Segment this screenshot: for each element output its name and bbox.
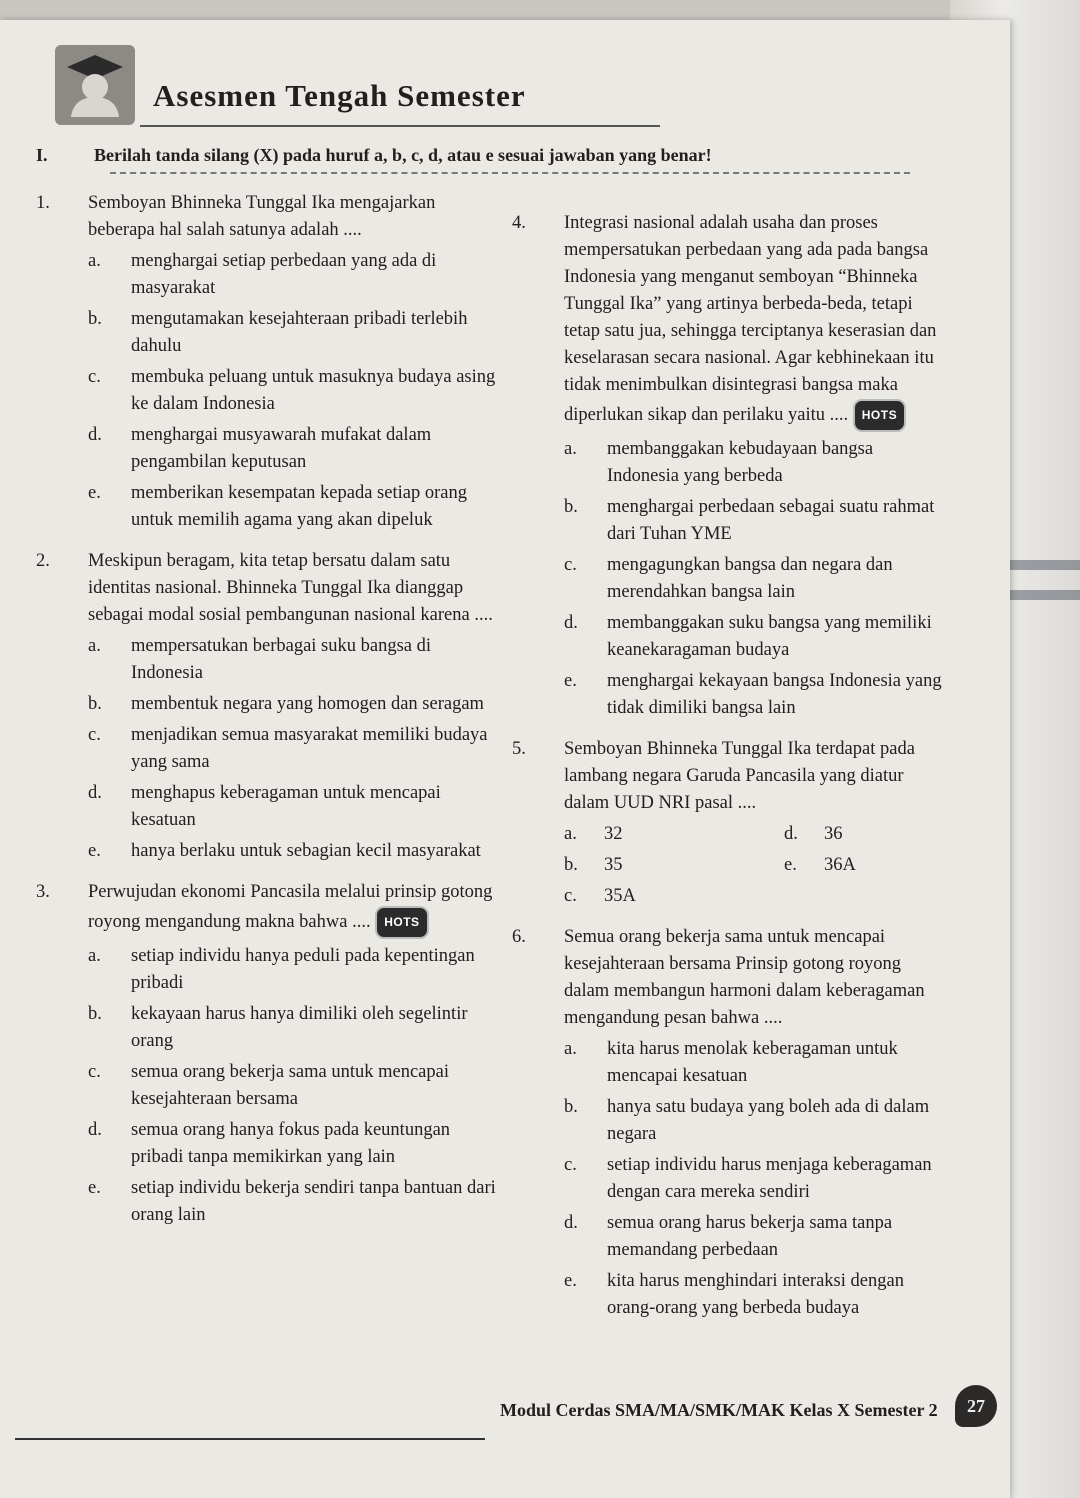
instruction-number: I. <box>36 145 48 165</box>
option-text: setiap individu bekerja sendiri tanpa bantuan dari orang lain <box>131 1178 496 1225</box>
option-e[interactable] <box>512 668 942 722</box>
page-title: Asesmen Tengah Semester <box>153 78 526 113</box>
question-stem: Perwujudan ekonomi Pancasila melalui prinsip gotong royong mengandung makna bahwa .... <box>88 882 493 932</box>
option-a[interactable] <box>512 1036 942 1090</box>
option-e[interactable] <box>36 1175 506 1229</box>
option-text: hanya satu budaya yang boleh ada di dalam negara <box>607 1097 930 1144</box>
option-text: membanggakan suku bangsa yang memiliki keanekaragaman budaya <box>607 613 932 660</box>
option-text: 32 <box>604 824 623 844</box>
option-c[interactable] <box>512 1152 942 1206</box>
question-stem: Semboyan Bhinneka Tunggal Ika terdapat pada lambang negara Garuda Pancasila yang diatur dalam UUD NRI pasal .... <box>564 739 915 813</box>
option-a[interactable] <box>564 821 784 848</box>
option-letter: c. <box>564 1155 577 1175</box>
option-c[interactable] <box>512 552 942 606</box>
option-text: membuka peluang untuk masuknya budaya asing ke dalam Indonesia <box>131 367 496 414</box>
option-text: setiap individu harus menjaga keberagaman dengan cara mereka sendiri <box>607 1155 932 1202</box>
question-5 <box>512 736 942 910</box>
option-text: menghargai kekayaan bangsa Indonesia yang tidak dimiliki bangsa lain <box>607 671 942 718</box>
option-letter: a. <box>564 824 577 844</box>
option-text: menghargai musyawarah mufakat dalam pengambilan keputusan <box>131 425 432 472</box>
option-text: kita harus menghindari interaksi dengan orang-orang yang berbeda budaya <box>607 1271 904 1318</box>
question-4 <box>512 210 942 722</box>
title-underline <box>140 125 660 127</box>
question-2 <box>36 548 506 865</box>
option-letter: d. <box>784 824 798 844</box>
option-d[interactable] <box>36 1117 506 1171</box>
option-e[interactable] <box>512 1268 942 1322</box>
option-d[interactable] <box>36 422 506 476</box>
question-number: 4. <box>512 213 526 233</box>
option-letter: b. <box>564 497 578 517</box>
question-number: 6. <box>512 927 526 947</box>
option-letter: d. <box>88 425 102 445</box>
background-band <box>1000 590 1080 600</box>
question-stem: Semboyan Bhinneka Tunggal Ika mengajarkan beberapa hal salah satunya adalah .... <box>88 193 436 240</box>
instruction <box>36 145 916 166</box>
option-letter: b. <box>88 1004 102 1024</box>
option-d[interactable] <box>512 610 942 664</box>
option-letter: e. <box>564 671 577 691</box>
option-d[interactable] <box>784 821 934 848</box>
option-text: 36 <box>824 824 843 844</box>
question-3 <box>36 879 506 1229</box>
option-letter: e. <box>88 1178 101 1198</box>
option-letter: c. <box>88 1062 101 1082</box>
option-letter: a. <box>564 439 577 459</box>
option-letter: a. <box>88 251 101 271</box>
option-b[interactable] <box>512 1094 942 1148</box>
option-c[interactable] <box>564 883 784 910</box>
option-letter: c. <box>564 555 577 575</box>
footer-text: Modul Cerdas SMA/MA/SMK/MAK Kelas X Semester 2 <box>500 1400 938 1420</box>
option-letter: d. <box>88 1120 102 1140</box>
option-b[interactable] <box>512 494 942 548</box>
option-c[interactable] <box>36 364 506 418</box>
option-letter: b. <box>88 309 102 329</box>
question-stem: Integrasi nasional adalah usaha dan proses mempersatukan perbedaan yang ada pada bangsa Indonesia yang menganut semboyan “Bhinneka Tunggal Ika” yang artinya berbeda-beda, tetapi tetap satu jua, sehingga terciptanya keserasian dan keselarasan secara nasional. Agar kebhinekaan itu tidak menimbulkan disintegrasi bangsa maka diperlukan sikap dan perilaku yaitu .... <box>564 213 937 425</box>
option-text: menghapus keberagaman untuk mencapai kesatuan <box>131 783 441 830</box>
divider <box>110 172 910 174</box>
option-a[interactable] <box>36 633 506 687</box>
option-letter: a. <box>564 1039 577 1059</box>
instruction-text: Berilah tanda silang (X) pada huruf a, b, c, d, atau e sesuai jawaban yang benar! <box>94 145 712 165</box>
worksheet-page <box>0 20 1010 1498</box>
option-text: setiap individu hanya peduli pada kepentingan pribadi <box>131 946 475 993</box>
option-letter: e. <box>88 841 101 861</box>
option-b[interactable] <box>36 306 506 360</box>
page-number: 27 <box>955 1385 997 1427</box>
option-letter: d. <box>564 613 578 633</box>
option-e[interactable] <box>36 480 506 534</box>
option-text: membanggakan kebudayaan bangsa Indonesia yang berbeda <box>607 439 874 486</box>
option-text: 35A <box>604 886 636 906</box>
student-icon <box>55 45 135 125</box>
option-a[interactable] <box>36 248 506 302</box>
option-e[interactable] <box>784 852 934 879</box>
option-text: mengagungkan bangsa dan negara dan merendahkan bangsa lain <box>607 555 893 602</box>
option-text: 36A <box>824 855 856 875</box>
option-letter: c. <box>564 886 577 906</box>
option-text: semua orang hanya fokus pada keuntungan pribadi tanpa memikirkan yang lain <box>131 1120 451 1167</box>
question-stem: Meskipun beragam, kita tetap bersatu dalam satu identitas nasional. Bhinneka Tunggal Ika dianggap sebagai modal sosial pembangunan nasional karena .... <box>88 551 493 625</box>
option-c[interactable] <box>36 722 506 776</box>
option-text: mengutamakan kesejahteraan pribadi terlebih dahulu <box>131 309 468 356</box>
option-a[interactable] <box>512 436 942 490</box>
question-number: 5. <box>512 739 526 759</box>
option-text: kita harus menolak keberagaman untuk mencapai kesatuan <box>607 1039 898 1086</box>
option-letter: c. <box>88 367 101 387</box>
option-letter: a. <box>88 636 101 656</box>
question-stem: Semua orang bekerja sama untuk mencapai kesejahteraan bersama Prinsip gotong royong dalam membangun harmoni dalam keberagaman mengandung pesan bahwa .... <box>564 927 925 1028</box>
question-1 <box>36 190 506 534</box>
option-letter: c. <box>88 725 101 745</box>
option-text: semua orang bekerja sama untuk mencapai kesejahteraan bersama <box>131 1062 449 1109</box>
option-d[interactable] <box>36 780 506 834</box>
option-letter: e. <box>564 1271 577 1291</box>
left-column <box>36 190 506 1243</box>
option-letter: e. <box>784 855 797 875</box>
option-a[interactable] <box>36 943 506 997</box>
option-text: menghargai perbedaan sebagai suatu rahmat dari Tuhan YME <box>607 497 935 544</box>
option-grid <box>512 821 942 910</box>
right-column <box>512 210 942 1336</box>
option-text: hanya berlaku untuk sebagian kecil masyarakat <box>131 841 481 861</box>
section-header <box>55 45 935 155</box>
option-letter: b. <box>564 1097 578 1117</box>
question-6 <box>512 924 942 1322</box>
option-text: mempersatukan berbagai suku bangsa di Indonesia <box>131 636 432 683</box>
option-letter: d. <box>88 783 102 803</box>
background-band <box>1000 560 1080 570</box>
option-letter: d. <box>564 1213 578 1233</box>
hots-badge: HOTS <box>375 906 428 939</box>
option-text: membentuk negara yang homogen dan seragam <box>131 694 484 714</box>
hots-badge: HOTS <box>853 399 906 432</box>
option-letter: a. <box>88 946 101 966</box>
option-d[interactable] <box>512 1210 942 1264</box>
option-text: menghargai setiap perbedaan yang ada di masyarakat <box>131 251 437 298</box>
option-e[interactable] <box>36 838 506 865</box>
option-text: semua orang harus bekerja sama tanpa memandang perbedaan <box>607 1213 893 1260</box>
option-text: 35 <box>604 855 623 875</box>
option-letter: b. <box>88 694 102 714</box>
option-text: kekayaan harus hanya dimiliki oleh segelintir orang <box>131 1004 468 1051</box>
question-number: 1. <box>36 193 50 213</box>
option-text: memberikan kesempatan kepada setiap orang untuk memilih agama yang akan dipeluk <box>131 483 467 530</box>
option-b[interactable] <box>36 1001 506 1055</box>
question-number: 2. <box>36 551 50 571</box>
question-number: 3. <box>36 882 50 902</box>
option-c[interactable] <box>36 1059 506 1113</box>
footer-rule <box>15 1438 485 1440</box>
option-letter: e. <box>88 483 101 503</box>
option-b[interactable] <box>564 852 784 879</box>
option-letter: b. <box>564 855 578 875</box>
option-b[interactable] <box>36 691 506 718</box>
option-text: menjadikan semua masyarakat memiliki budaya yang sama <box>131 725 488 772</box>
